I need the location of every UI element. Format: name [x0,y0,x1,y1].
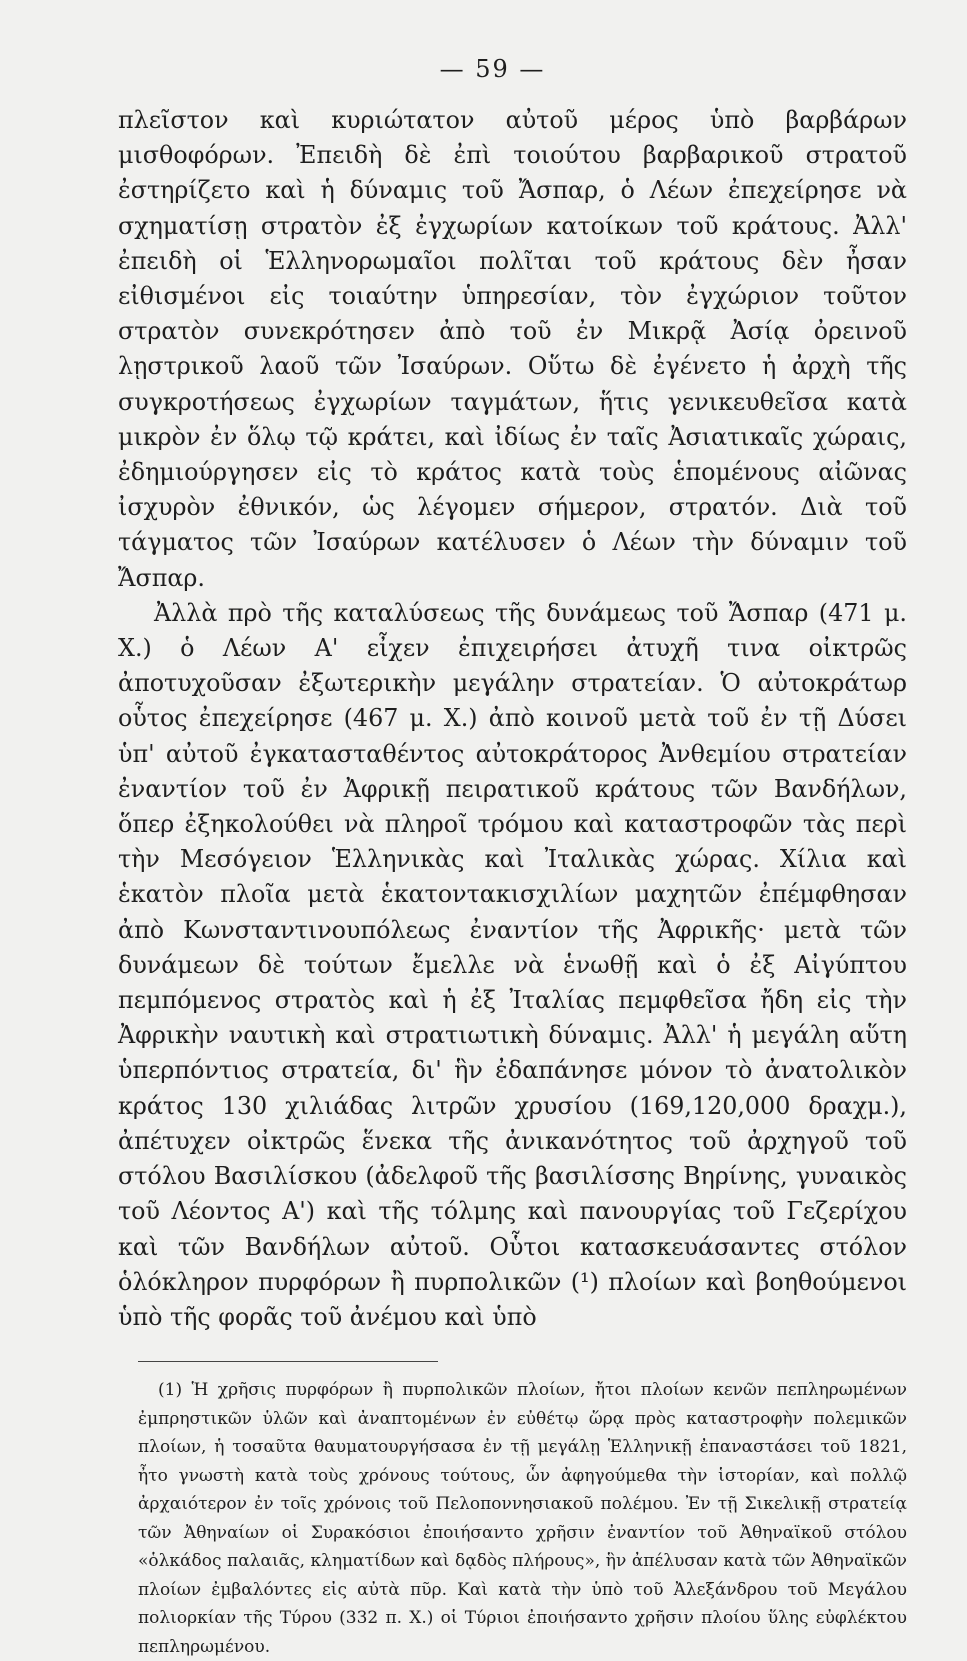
page-number: — 59 — [439,55,546,83]
paragraph-1: πλεῖστον καὶ κυριώτατον αὐτοῦ μέρος ὑπὸ βαρβάρων μισθοφόρων. Ἐπειδὴ δὲ ἐπὶ τοιούτου βαρβαρικοῦ στρατοῦ ἐστηρίζετο καὶ ἡ δύναμις τοῦ Ἄσπαρ, ὁ Λέων ἐπεχείρησε νὰ σχηματίσῃ στρατὸν ἐξ ἐγχωρίων κατοίκων τοῦ κράτους. Ἀλλ' ἐπειδὴ οἱ Ἑλληνορωμαῖοι πολῖται τοῦ κράτους δὲν ἦσαν εἰθισμένοι εἰς τοιαύτην ὑπηρεσίαν, τὸν ἐγχώριον τοῦτον στρατὸν συνεκρότησεν ἀπὸ τοῦ ἐν Μικρᾷ Ἀσίᾳ ὀρεινοῦ λῃστρικοῦ λαοῦ τῶν Ἰσαύρων. Οὕτω δὲ ἐγένετο ἡ ἀρχὴ τῆς συγκροτήσεως ἐγχωρίων ταγμάτων, ἥτις γενικευθεῖσα κατὰ μικρὸν ἐν ὅλῳ τῷ κράτει, καὶ ἰδίως ἐν ταῖς Ἀσιατικαῖς χώραις, ἐδημιούργησεν εἰς τὸ κράτος κατὰ τοὺς ἑπομένους αἰῶνας ἰσχυρὸν ἐθνικόν, ὡς λέγομεν σήμερον, στρατόν. Διὰ τοῦ τάγματος τῶν Ἰσαύρων κατέλυσεν ὁ Λέων τὴν δύναμιν τοῦ Ἄσπαρ. [118,106,907,592]
body-text [118,103,907,1335]
footnote: (1) Ἡ χρῆσις πυρφόρων ἢ πυρπολικῶν πλοίων, ἤτοι πλοίων κενῶν πεπληρωμένων ἐμπρηστικῶν ὑλῶν καὶ ἀναπτομένων ἐν εὐθέτῳ ὥρᾳ πρὸς καταστροφὴν πολεμικῶν πλοίων, ἡ τοσαῦτα θαυματουργήσασα ἐν τῇ μεγάλῃ Ἑλληνικῇ ἐπαναστάσει τοῦ 1821, ἦτο γνωστὴ κατὰ τοὺς χρόνους τούτους, ὧν ἀφηγούμεθα τὴν ἱστορίαν, καὶ πολλῷ ἀρχαιότερον ἐν τοῖς χρόνοις τοῦ Πελοποννησιακοῦ πολέμου. Ἐν τῇ Σικελικῇ στρατείᾳ τῶν Ἀθηναίων οἱ Συρακόσιοι ἐποιήσαντο χρῆσιν ἐναντίον τοῦ Ἀθηναϊκοῦ στόλου «ὁλκάδος παλαιᾶς, κληματίδων καὶ δᾳδὸς πλήρους», ἣν ἀπέλυσαν κατὰ τῶν Ἀθηναϊκῶν πλοίων ἐμβαλόντες εἰς αὐτὰ πῦρ. Καὶ κατὰ τὴν ὑπὸ τοῦ Ἀλεξάνδρου τοῦ Μεγάλου πολιορκίαν τῆς Τύρου (332 π. Χ.) οἱ Τύριοι ἐποιήσαντο χρῆσιν πλοίου ὕλης εὐφλέκτου πεπληρωμένου. [138,1380,907,1657]
footnote-separator [138,1361,438,1362]
paragraph-2: Ἀλλὰ πρὸ τῆς καταλύσεως τῆς δυνάμεως τοῦ Ἄσπαρ (471 μ. Χ.) ὁ Λέων Α' εἶχεν ἐπιχειρήσει ἀτυχῆ τινα οἰκτρῶς ἀποτυχοῦσαν ἐξωτερικὴν μεγάλην στρατείαν. Ὁ αὐτοκράτωρ οὗτος ἐπεχείρησε (467 μ. Χ.) ἀπὸ κοινοῦ μετὰ τοῦ ἐν τῇ Δύσει ὑπ' αὐτοῦ ἐγκατασταθέντος αὐτοκράτορος Ἀνθεμίου στρατείαν ἐναντίον τοῦ ἐν Ἀφρικῇ πειρατικοῦ κράτους τῶν Βανδήλων, ὅπερ ἐξηκολούθει νὰ πληροῖ τρόμου καὶ καταστροφῶν τὰς περὶ τὴν Μεσόγειον Ἑλληνικὰς καὶ Ἰταλικὰς χώρας. Χίλια καὶ ἑκατὸν πλοῖα μετὰ ἑκατοντακισχιλίων μαχητῶν ἐπέμφθησαν ἀπὸ Κωνσταντινουπόλεως ἐναντίον τῆς Ἀφρικῆς· μετὰ τῶν δυνάμεων δὲ τούτων ἔμελλε νὰ ἑνωθῇ καὶ ὁ ἐξ Αἰγύπτου πεμπόμενος στρατὸς καὶ ἡ ἐξ Ἰταλίας πεμφθεῖσα ἤδη εἰς τὴν Ἀφρικὴν ναυτικὴ καὶ στρατιωτικὴ δύναμις. Ἀλλ' ἡ μεγάλη αὕτη ὑπερπόντιος στρατεία, δι' ἣν ἐδαπάνησε μόνον τὸ ἀνατολικὸν κράτος 130 χιλιάδας λιτρῶν χρυσίου (169,120,000 δραχμ.), ἀπέτυχεν οἰκτρῶς ἕνεκα τῆς ἀνικανότητος τοῦ ἀρχηγοῦ τοῦ στόλου Βασιλίσκου (ἀδελφοῦ τῆς βασιλίσσης Βηρίνης, γυναικὸς τοῦ Λέοντος Α') καὶ τῆς τόλμης καὶ πανουργίας τοῦ Γεζερίχου καὶ τῶν Βανδήλων αὐτοῦ. Οὗτοι κατασκευάσαντες στόλον ὁλόκληρον πυρφόρων ἢ πυρπολικῶν (¹) πλοίων καὶ βοηθούμενοι ὑπὸ τῆς φορᾶς τοῦ ἀνέμου καὶ ὑπὸ [118,598,907,1331]
